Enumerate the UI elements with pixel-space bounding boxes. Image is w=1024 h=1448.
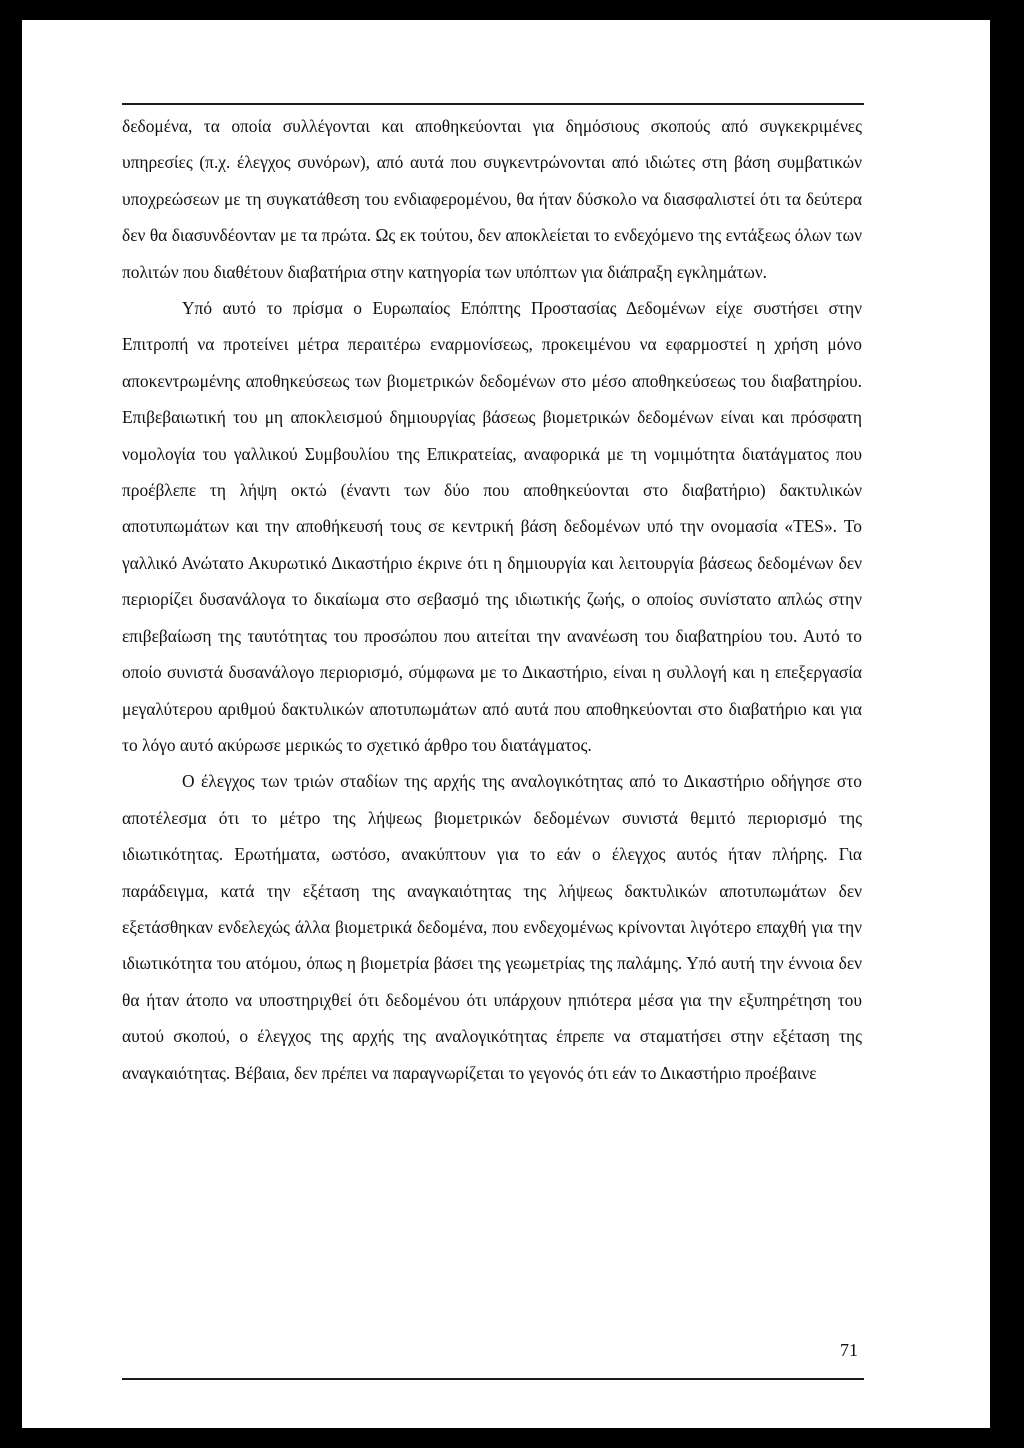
footer-rule — [122, 1378, 864, 1380]
header-rule — [122, 103, 864, 105]
page-number: 71 — [840, 1340, 858, 1360]
body-text — [122, 108, 862, 1091]
paragraph-1: δεδομένα, τα οποία συλλέγονται και αποθηκεύονται για δημόσιους σκοπούς από συγκεκριμένες υπηρεσίες (π.χ. έλεγχος συνόρων), από αυτά που συγκεντρώνονται από ιδιώτες στη βάση συμβατικών υποχρεώσεων με τη συγκατάθεση του ενδιαφερομένου, θα ήταν δύσκολο να διασφαλιστεί ότι τα δεύτερα δεν θα διασυνδέονταν με τα πρώτα. Ως εκ τούτου, δεν αποκλείεται το ενδεχόμενο της εντάξεως όλων των πολιτών που διαθέτουν διαβατήρια στην κατηγορία των υπόπτων για διάπραξη εγκλημάτων. — [122, 116, 862, 282]
paragraph-3: Ο έλεγχος των τριών σταδίων της αρχής της αναλογικότητας από το Δικαστήριο οδήγησε στο αποτέλεσμα ότι το μέτρο της λήψεως βιομετρικών δεδομένων συνιστά θεμιτό περιορισμό της ιδιωτικότητας. Ερωτήματα, ωστόσο, ανακύπτουν για το εάν ο έλεγχος αυτός ήταν πλήρης. Για παράδειγμα, κατά την εξέταση της αναγκαιότητας της λήψεως δακτυλικών αποτυπωμάτων δεν εξετάσθηκαν ενδελεχώς άλλα βιομετρικά δεδομένα, που ενδεχομένως κρίνονται λιγότερο επαχθή για την ιδιωτικότητα του ατόμου, όπως η βιομετρία βάσει της γεωμετρίας της παλάμης. Υπό αυτή την έννοια δεν θα ήταν άτοπο να υποστηριχθεί ότι δεδομένου ότι υπάρχουν ηπιότερα μέσα για την εξυπηρέτηση του αυτού σκοπού, ο έλεγχος της αρχής της αναλογικότητας έπρεπε να σταματήσει στην εξέταση της αναγκαιότητας. Βέβαια, δεν πρέπει να παραγνωρίζεται το γεγονός ότι εάν το Δικαστήριο προέβαινε — [122, 771, 862, 1083]
paragraph-2: Υπό αυτό το πρίσμα ο Ευρωπαίος Επόπτης Προστασίας Δεδομένων είχε συστήσει στην Επιτροπή να προτείνει μέτρα περαιτέρω εναρμονίσεως, προκειμένου να εφαρμοστεί η χρήση μόνο αποκεντρωμένης αποθηκεύσεως των βιομετρικών δεδομένων στο μέσο αποθηκεύσεως του διαβατηρίου. Επιβεβαιωτική του μη αποκλεισμού δημιουργίας βάσεως βιομετρικών δεδομένων είναι και πρόσφατη νομολογία του γαλλικού Συμβουλίου της Επικρατείας, αναφορικά με τη νομιμότητα διατάγματος που προέβλεπε τη λήψη οκτώ (έναντι των δύο που αποθηκεύονται στο διαβατήριο) δακτυλικών αποτυπωμάτων και την αποθήκευσή τους σε κεντρική βάση δεδομένων υπό την ονομασία «TES». Το γαλλικό Ανώτατο Ακυρωτικό Δικαστήριο έκρινε ότι η δημιουργία και λειτουργία βάσεως δεδομένων δεν περιορίζει δυσανάλογα το δικαίωμα στο σεβασμό της ιδιωτικής ζωής, ο οποίος συνίστατο απλώς στην επιβεβαίωση της ταυτότητας του προσώπου που αιτείται την ανανέωση του διαβατηρίου του. Αυτό το οποίο συνιστά δυσανάλογο περιορισμό, σύμφωνα με το Δικαστήριο, είναι η συλλογή και η επεξεργασία μεγαλύτερου αριθμού δακτυλικών αποτυπωμάτων από αυτά που αποθηκεύονται στο διαβατήριο και για το λόγο αυτό ακύρωσε μερικώς το σχετικό άρθρο του διατάγματος. — [122, 298, 862, 755]
